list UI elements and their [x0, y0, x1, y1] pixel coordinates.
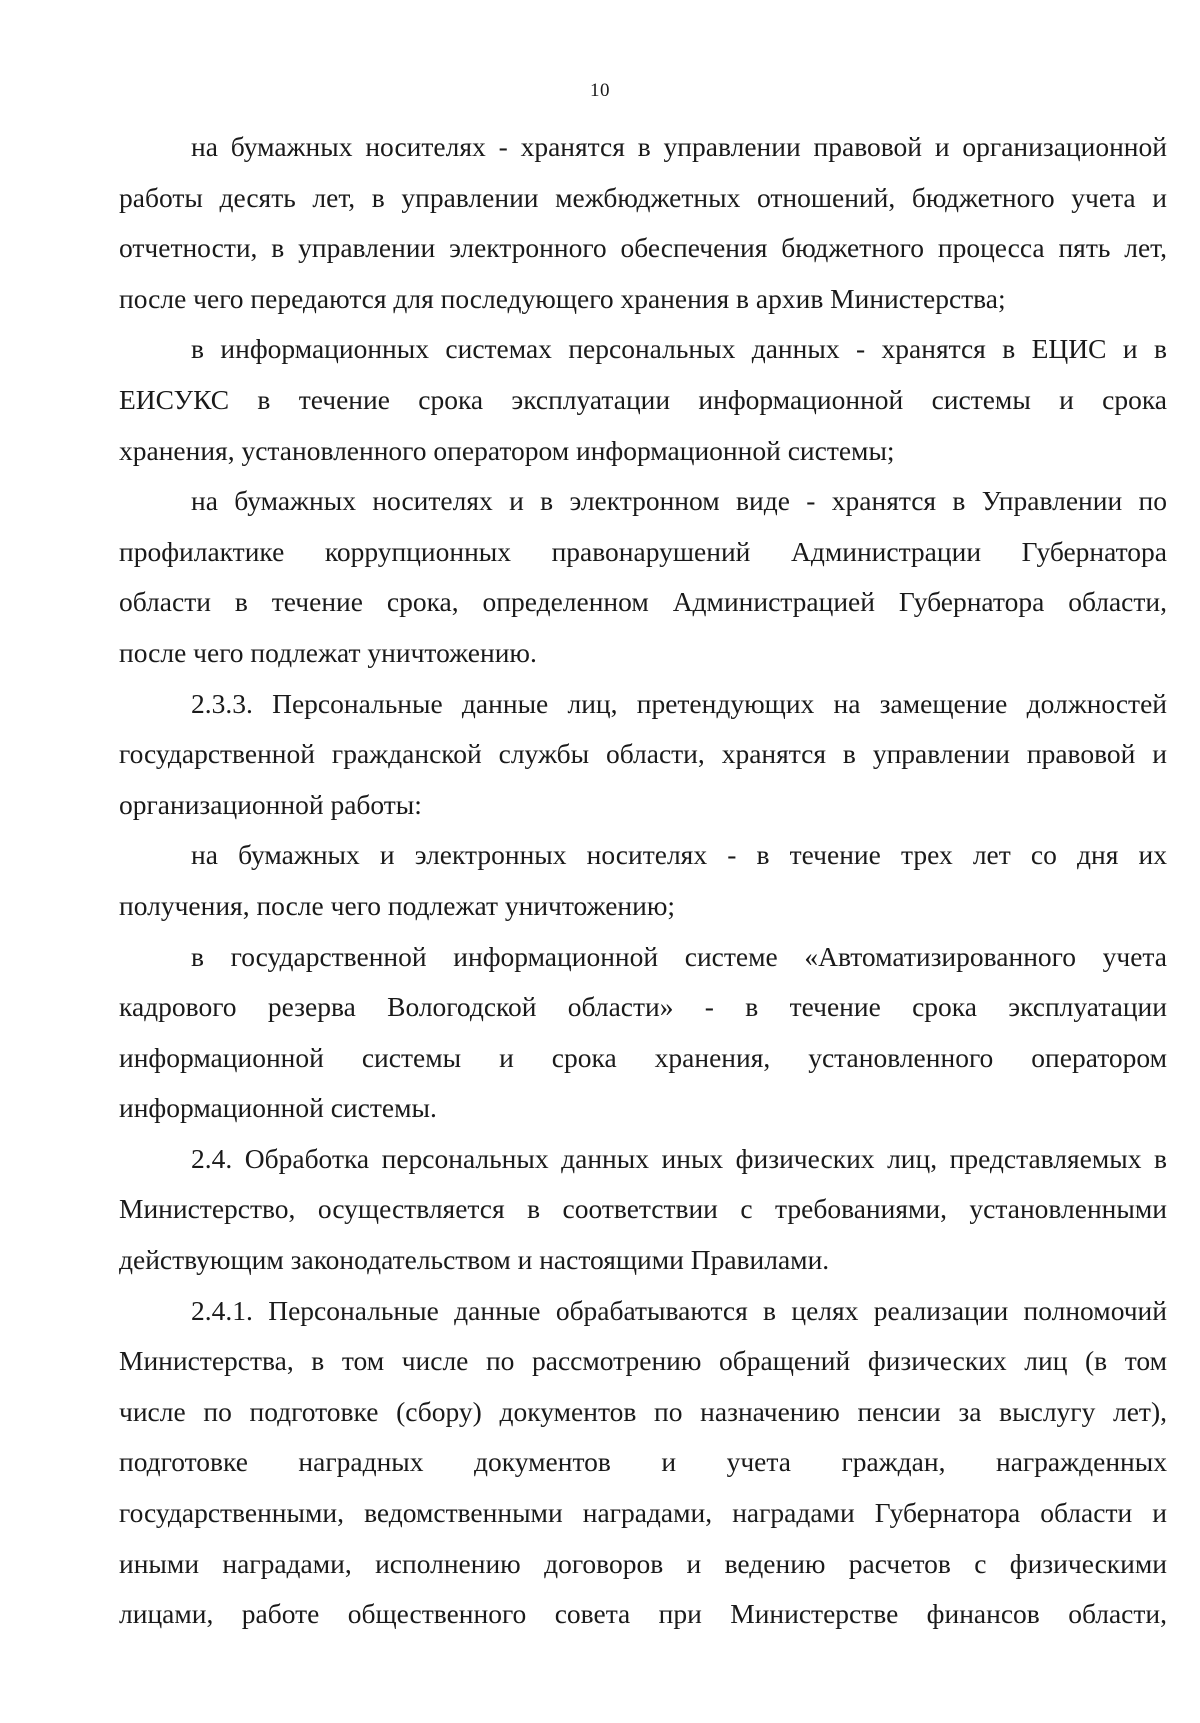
text-line: государственными, ведомственными наградами, наградами Губернатора области и [119, 1497, 1167, 1529]
text-line: Министерство, осуществляется в соответствии с требованиями, установленными [119, 1193, 1167, 1225]
text-line: 2.3.3. Персональные данные лиц, претендующих на замещение должностей [191, 687, 1167, 719]
text-line: лицами, работе общественного совета при Министерстве финансов области, [119, 1598, 1167, 1630]
text-line: числе по подготовке (сбору) документов по назначению пенсии за выслугу лет), [119, 1395, 1167, 1427]
text-line: Министерства, в том числе по рассмотрению обращений физических лиц (в том [119, 1345, 1167, 1377]
text-line: после чего подлежат уничтожению. [119, 636, 537, 668]
text-line: на бумажных носителях и в электронном виде - хранятся в Управлении по [191, 485, 1167, 517]
text-line: на бумажных носителях - хранятся в управлении правовой и организационной [191, 131, 1167, 162]
text-line: иными наградами, исполнению договоров и ведению расчетов с физическими [119, 1547, 1167, 1579]
text-line: 2.4. Обработка персональных данных иных физических лиц, представляемых в [191, 1142, 1167, 1174]
text-line: работы десять лет, в управлении межбюджетных отношений, бюджетного учета и [119, 181, 1167, 213]
document-body [119, 122, 1167, 1640]
text-line: кадрового резерва Вологодской области» - в течение срока эксплуатации [119, 991, 1167, 1023]
text-line: хранения, установленного оператором информационной системы; [119, 434, 895, 466]
text-line: информационной системы и срока хранения, установленного оператором [119, 1041, 1167, 1073]
text-line: ЕИСУКС в течение срока эксплуатации информационной системы и срока [119, 383, 1167, 415]
text-line: профилактике коррупционных правонарушений Администрации Губернатора [119, 535, 1167, 567]
text-line: получения, после чего подлежат уничтожению; [119, 889, 676, 921]
text-line: после чего передаются для последующего хранения в архив Министерства; [119, 282, 1006, 314]
text-line: на бумажных и электронных носителях - в течение трех лет со дня их [191, 839, 1167, 871]
text-line: действующим законодательством и настоящими Правилами. [119, 1244, 830, 1276]
text-line: организационной работы: [119, 788, 422, 820]
text-line: в информационных системах персональных данных - хранятся в ЕЦИС и в [191, 333, 1167, 365]
text-line: отчетности, в управлении электронного обеспечения бюджетного процесса пять лет, [119, 232, 1167, 264]
text-line: области в течение срока, определенном Администрацией Губернатора области, [119, 586, 1167, 618]
text-line: в государственной информационной системе «Автоматизированного учета [191, 940, 1167, 972]
text-line: государственной гражданской службы области, хранятся в управлении правовой и [119, 738, 1167, 770]
page-number: 10 [590, 80, 610, 101]
text-line: информационной системы. [119, 1092, 437, 1124]
text-line: подготовке наградных документов и учета граждан, награжденных [119, 1446, 1167, 1478]
text-line: 2.4.1. Персональные данные обрабатываются в целях реализации полномочий [191, 1294, 1167, 1326]
